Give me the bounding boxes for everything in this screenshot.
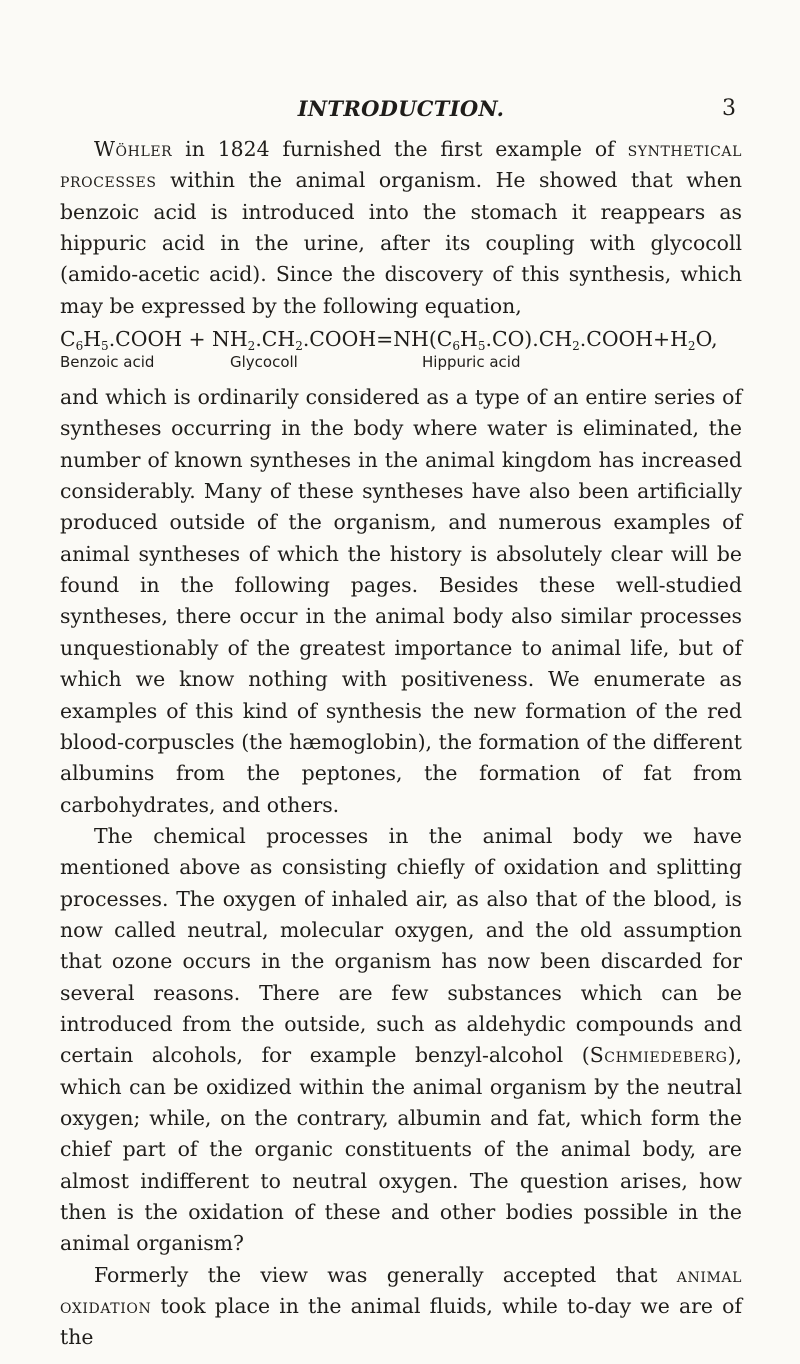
label-glycocoll: Glycocoll [230,353,298,372]
author-name: Wöhler [94,137,173,161]
paragraph-4: Formerly the view was generally accepted that animal oxidation took place in the animal fluids, while to-day we are of the [60,1262,742,1350]
equation-labels [60,352,742,382]
paragraph-1: Wöhler in 1824 furnished the first example of synthetical processes within the animal organism. He showed that when benzoic acid is introduced into the stomach it reappears as hippuric acid in the urine, after its coupling with glycocoll (amido-acetic acid). Since the discovery of this synthesis, which may be expressed by the following equation, [60,137,742,318]
running-header [60,96,742,126]
body-text [60,134,742,1354]
chemical-equation: $C_6H_5.COOH$ + $NH_2.CH_2.COOH=NH(C_6H_5.CO).CH_2.COOH+H_2O$, [60,327,718,354]
author-name: Schmiedeberg [589,1043,728,1068]
label-benzoic-acid: Benzoic acid [60,353,155,372]
paragraph-2: and which is ordinarily considered as a type of an entire series of syntheses occurring in the body where water is eliminated, the number of known syntheses in the animal kingdom has increased considerably. Many of these syntheses have also been artificially produced outside of the organism, and numerous examples of animal syntheses of which the history is absolutely clear will be found in the following pages. Besides these well-studied syntheses, there occur in the animal body also similar processes unquestionably of the greatest importance to animal life, but of which we know nothing with positiveness. We enumerate as examples of this kind of synthesis the new formation of the red blood-corpuscles (the hæmoglobin), the formation of the different albumins from the peptones, the formation of fat from carbohydrates, and others. [60,385,742,817]
term-animal-oxidation: animal oxidation [60,1262,742,1319]
label-hippuric-acid: Hippuric acid [422,353,521,372]
running-title: INTRODUCTION. [297,96,505,121]
paragraph-3: The chemical processes in the animal body we have mentioned above as consisting chiefly of oxidation and splitting processes. The oxygen of inhaled air, as also that of the blood, is now called neutral, molecular oxygen, and the old assumption that ozone occurs in the organism has now been discarded for several reasons. There are few substances which can be introduced from the outside, such as aldehydic compounds and certain alcohols, for example benzyl-alcohol (Schmiedeberg), which can be oxidized within the animal organism by the neutral oxygen; while, on the contrary, albumin and fat, which form the chief part of the organic constituents of the animal body, are almost indifferent to neutral oxygen. The question arises, how then is the oxidation of these and other bodies possible in the animal organism? [60,823,742,1256]
page-number: 3 [722,96,736,121]
term-synthetical-processes: synthetical processes [60,137,742,193]
